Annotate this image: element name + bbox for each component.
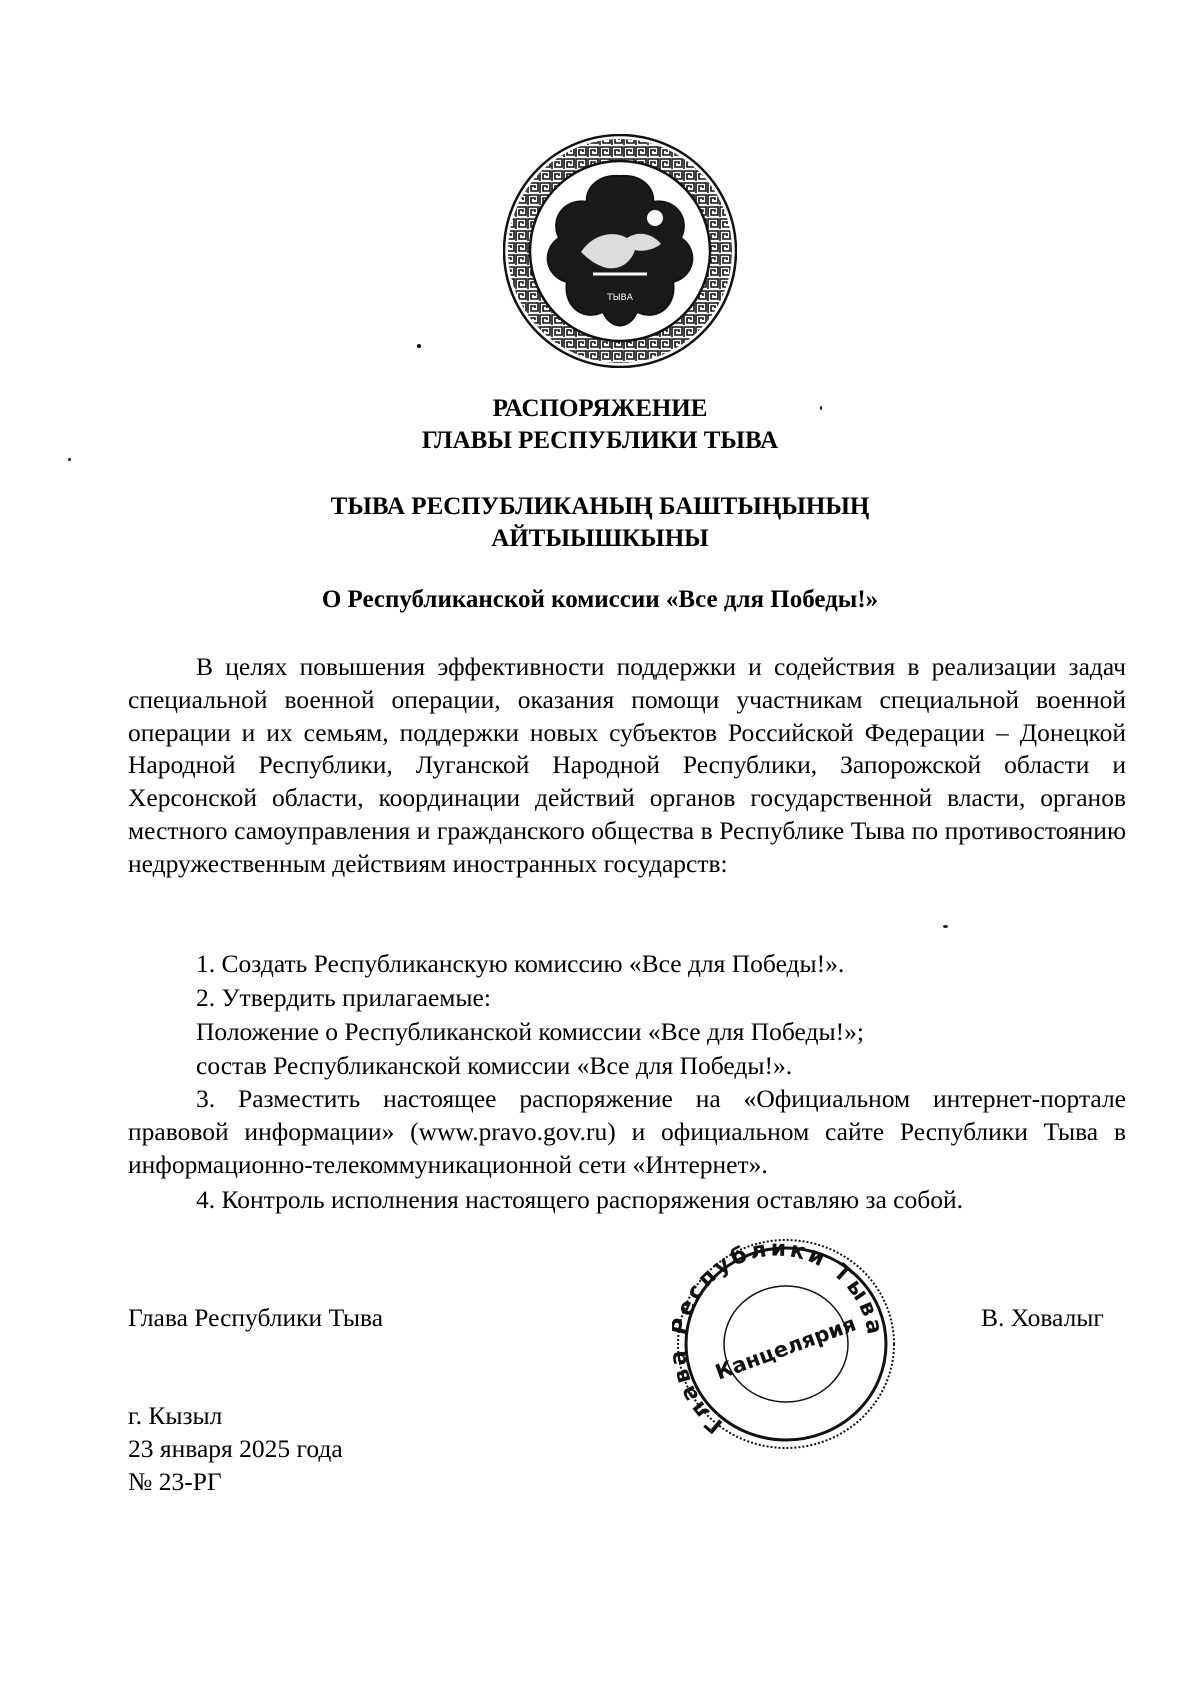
scan-speck	[417, 344, 421, 348]
stamp-center-text: Канцелярия	[712, 1311, 860, 1385]
title-tyv-line1: ТЫВА РЕСПУБЛИКАНЫҢ БАШТЫҢЫНЫҢ	[330, 493, 870, 520]
coat-of-arms-emblem	[503, 134, 737, 368]
item-2b: состав Республиканской комиссии «Все для Победы!».	[196, 1051, 793, 1080]
emblem-text: ТЫВА	[607, 293, 633, 303]
document-number: № 23-РГ	[128, 1467, 222, 1496]
item-2a: Положение о Республиканской комиссии «Все для Победы!»;	[196, 1017, 864, 1046]
document-title-russian	[0, 393, 1200, 457]
title-ru-line1: РАСПОРЯЖЕНИЕ	[492, 395, 708, 422]
tuva-coat-of-arms-icon	[503, 134, 737, 368]
issue-city: г. Кызыл	[128, 1401, 223, 1430]
signatory-position: Глава Республики Тыва	[128, 1303, 384, 1332]
document-title-tuvan	[0, 491, 1200, 555]
item-1: 1. Создать Республиканскую комиссию «Все для Победы!».	[196, 949, 845, 978]
item-3	[128, 1083, 1126, 1181]
stamp-seal-icon	[672, 1233, 900, 1455]
item-2: 2. Утвердить прилагаемые:	[196, 983, 491, 1012]
item-3-text: 3. Разместить настоящее распоряжение на «Официальном интернет-портале правовой информации» (www.pravo.gov.ru) и официальном сайте Республики Тыва в информационно-телекоммуникационной сети «Интернет».	[128, 1084, 1126, 1179]
scan-speck	[68, 458, 71, 461]
signatory-name: В. Ховалыг	[981, 1303, 1104, 1332]
issue-date: 23 января 2025 года	[128, 1434, 343, 1463]
preamble-paragraph	[128, 651, 1126, 881]
item-4: 4. Контроль исполнения настоящего распоряжения оставляю за собой.	[196, 1185, 963, 1214]
title-ru-line2: ГЛАВЫ РЕСПУБЛИКИ ТЫВА	[421, 427, 779, 454]
title-tyv-line2: АЙТЫЫШКЫНЫ	[491, 525, 709, 552]
preamble-text: В целях повышения эффективности поддержки и содействия в реализации задач специальной военной операции, оказания помощи участникам специальной военной операции и их семьям, поддержки новых субъектов Российской Федерации – Донецкой Народной Республики, Луганской Народной Республики, Запорожской области и Херсонской области, координации действий органов государственной власти, органов местного самоуправления и гражданского общества в Республике Тыва по противостоянию недружественным действиям иностранных государств:	[128, 652, 1126, 878]
document-subject: О Республиканской комиссии «Все для Победы!»	[321, 586, 879, 613]
office-stamp	[672, 1233, 900, 1455]
scan-speck	[943, 925, 948, 928]
stamp-ring-text: Гла еспублики Тыва	[672, 1236, 888, 1438]
